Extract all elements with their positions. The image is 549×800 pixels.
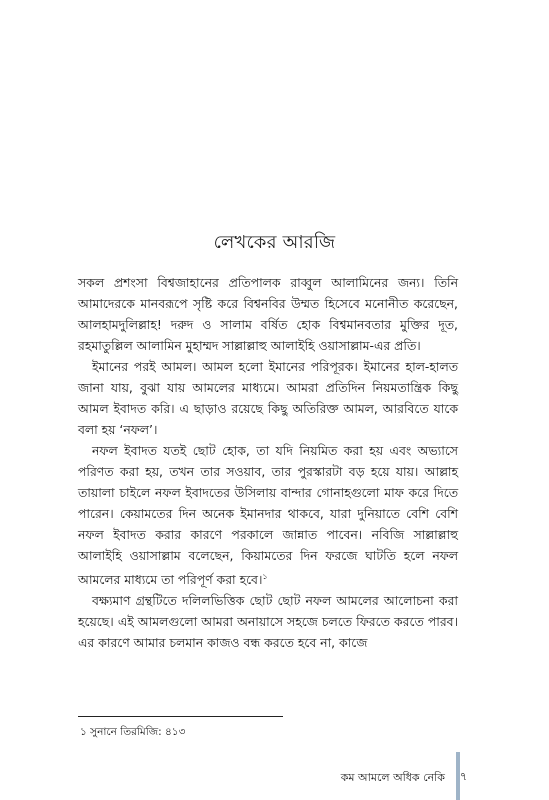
running-footer-title: কম আমলে অধিক নেকি [340,771,445,784]
paragraph-1: সকল প্রশংসা বিশ্বজাহানের প্রতিপালক রাব্বুল আলামিনের জন্য। তিনি আমাদেরকে মানবরূপে সৃষ্টি করে বিশ্বনবির উম্মত হিসেবে মনোনীত করেছেন, আলহামদুলিল্লাহ! দরুদ ও সালাম বর্ষিত হোক বিশ্বমানবতার মুক্তির দূত, রহমাতুল্লিল আলামিন মুহাম্মদ সাল্লাল্লাহু আলাইহি ওয়াসাল্লাম-এর প্রতি। [78,275,458,353]
footnote-marker: ১ [262,572,268,581]
page-title: লেখকের আরজি [213,232,336,253]
footnote-divider [78,716,283,717]
paragraph-4: বক্ষ্যমাণ গ্রন্থটিতে দলিলভিত্তিক ছোট ছোট নফল আমলের আলোচনা করা হয়েছে। এই আমলগুলো আমরা অনায়াসে সহজে চলতে ফিরতে করতে পারব। এর কারণে আমার চলমান কাজও বন্ধ করতে হবে না, কাজে [78,593,458,651]
paragraph-3-text: নফল ইবাদত যতই ছোট হোক, তা যদি নিয়মিত করা হয় এবং অভ্যাসে পরিণত করা হয়, তখন তার সওয়াব, তার পুরস্কারটা বড় হয়ে যায়। আল্লাহ তায়ালা চাইলে নফল ইবাদতের উসিলায় বান্দার গোনাহগুলো মাফ করে দিতে পারেন। কেয়ামতের দিন অনেক ইমানদার থাকবে, যারা দুনিয়াতে বেশি বেশি নফল ইবাদত করার কারণে পরকালে জান্নাত পাবেন। নবিজি সাল্লাল্লাহু আলাইহি ওয়াসাল্লাম বলেছেন, কিয়ামতের দিন ফরজে ঘাটতি হলে নফল আমলের মাধ্যমে তা পরিপূর্ণ করা হবে। [78,443,458,588]
paragraph-2: ইমানের পরই আমল। আমল হলো ইমানের পরিপূরক। ইমানের হাল-হালত জানা যায়, বুঝা যায় আমলের মাধ্যমে। আমরা প্রতিদিন নিয়মতান্ত্রিক কিছু আমল ইবাদত করি। এ ছাড়াও রয়েছে কিছু অতিরিক্ত আমল, আরবিতে যাকে বলা হয় ‘নফল’। [78,359,458,437]
page-number: ৭ [459,770,467,783]
paragraph-3 [78,440,458,590]
footnote: ১ সুনানে তিরমিজি: ৪১৩ [80,726,186,738]
body-text [78,272,458,653]
